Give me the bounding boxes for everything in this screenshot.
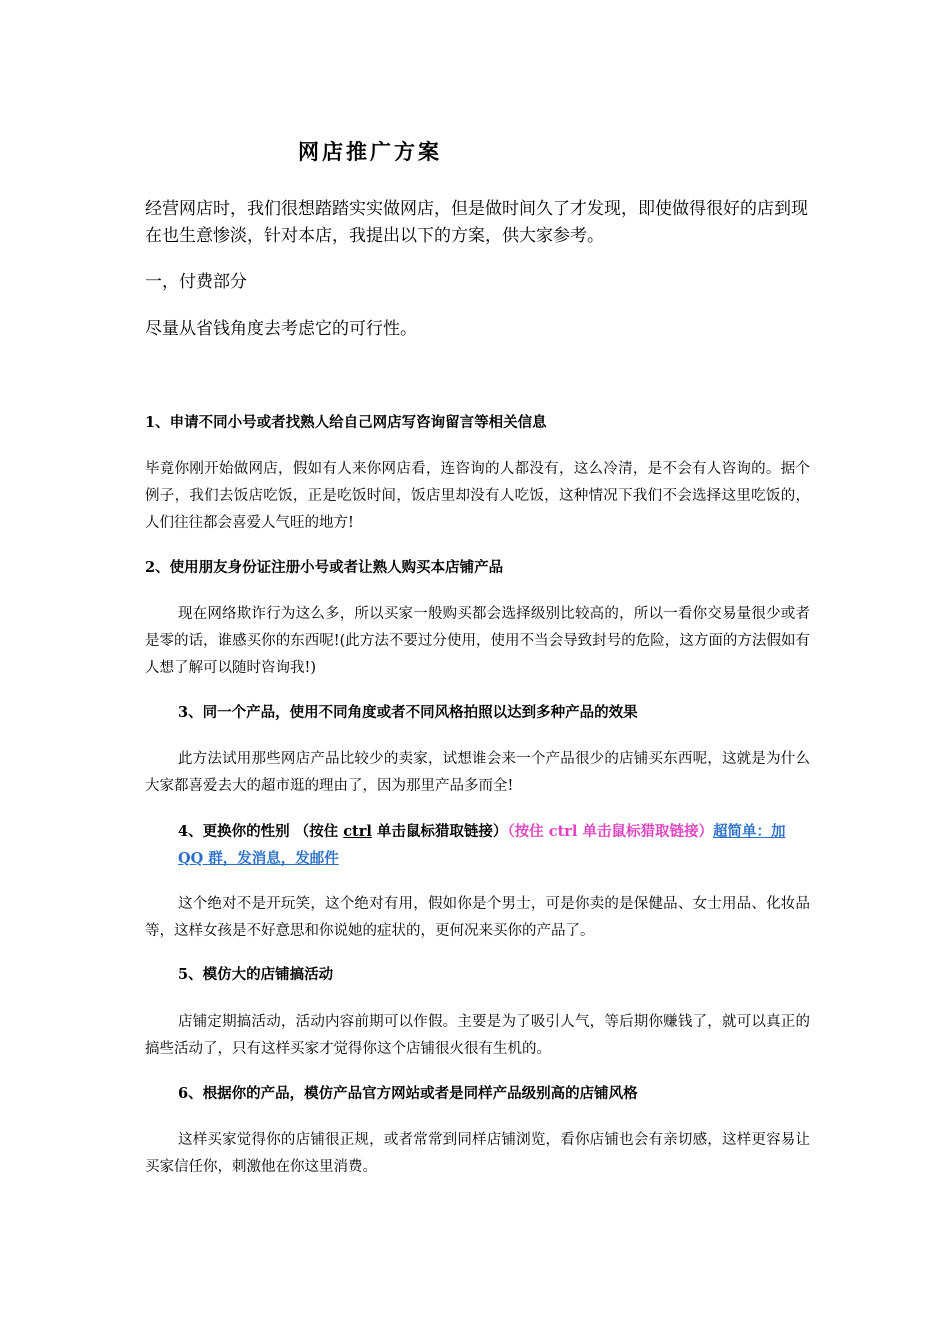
- ctrl-key-label: ctrl: [343, 823, 372, 840]
- item-3-heading: 3、同一个产品，使用不同角度或者不同风格拍照以达到多种产品的效果: [178, 704, 638, 721]
- item-2-body: 现在网络欺诈行为这么多，所以买家一般购买都会选择级别比较高的，所以一看你交易量很少或者是零的话，谁感买你的东西呢!(此方法不要过分使用，使用不当会导致封号的危险，这方面的方法假如有人想了解可以随时咨询我!): [145, 606, 810, 676]
- section-one-note: 尽量从省钱角度去考虑它的可行性。: [145, 319, 417, 339]
- item-1-body: 毕竟你刚开始做网店，假如有人来你网店看，连咨询的人都没有，这么冷清，是不会有人咨询的。据个例子，我们去饭店吃饭，正是吃饭时间，饭店里却没有人吃饭，这种情况下我们不会选择这里吃饭的，人们往往都会喜爱人气旺的地方!: [145, 461, 810, 531]
- item-3-body: 此方法试用那些网店产品比较少的卖家，试想谁会来一个产品很少的店铺买东西呢，这就是为什么大家都喜爱去大的超市逛的理由了，因为那里产品多而全!: [145, 751, 810, 794]
- item-4-heading: [145, 818, 810, 872]
- item-4-body: 这个绝对不是开玩笑，这个绝对有用，假如你是个男士，可是你卖的是保健品、女士用品、化妆品等，这样女孩是不好意思和你说她的症状的，更何况来买你的产品了。: [145, 896, 810, 939]
- item-4-pink-note: （按住 ctrl 单击鼠标猎取链接）: [507, 823, 713, 840]
- item-4-heading-suffix: 单击鼠标猎取链接）: [371, 823, 508, 840]
- item-4-heading-prefix: 4、更换你的性别 （按住: [178, 823, 344, 840]
- item-6-body: 这样买家觉得你的店铺很正规，或者常常到同样店铺浏览，看你店铺也会有亲切感，这样更容易让买家信任你，刺激他在你这里消费。: [145, 1132, 810, 1175]
- item-5-heading: 5、模仿大的店铺搞活动: [178, 966, 334, 983]
- item-4-link[interactable]: 超简单：加 QQ 群，发消息，发邮件: [178, 823, 786, 867]
- intro-paragraph: 经营网店时，我们很想踏踏实实做网店，但是做时间久了才发现，即使做得很好的店到现在也生意惨淡，针对本店，我提出以下的方案，供大家参考。: [145, 199, 808, 246]
- item-1-heading: 1、申请不同小号或者找熟人给自己网店写咨询留言等相关信息: [145, 414, 547, 431]
- item-2-heading: 2、使用朋友身份证注册小号或者让熟人购买本店铺产品: [145, 559, 504, 576]
- item-6-heading: 6、根据你的产品，模仿产品官方网站或者是同样产品级别高的店铺风格: [178, 1085, 638, 1102]
- page-title: 网店推广方案: [298, 139, 442, 164]
- item-5-body: 店铺定期搞活动，活动内容前期可以作假。主要是为了吸引人气，等后期你赚钱了，就可以真正的搞些活动了，只有这样买家才觉得你这个店铺很火很有生机的。: [145, 1014, 810, 1057]
- section-one-heading: 一，付费部分: [145, 272, 247, 292]
